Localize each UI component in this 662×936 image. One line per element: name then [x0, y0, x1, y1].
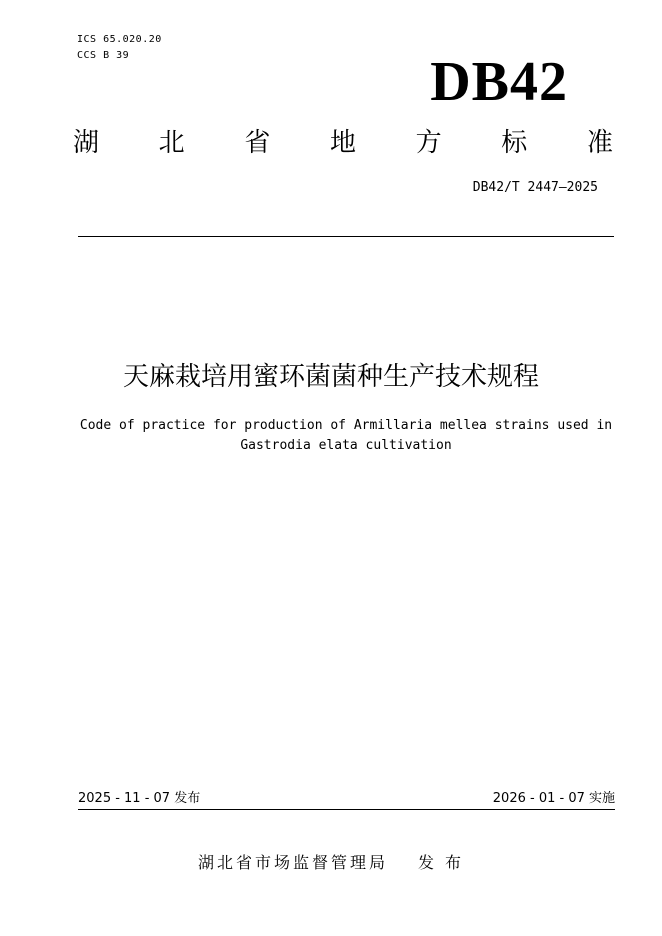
english-title — [66, 416, 626, 456]
issuer — [0, 852, 662, 874]
standard-type-char: 方 — [415, 128, 442, 158]
standard-type-char: 湖 — [73, 128, 100, 158]
english-title-line: Gastrodia elata cultivation — [240, 438, 452, 453]
standard-number: DB42/T 2447—2025 — [472, 180, 598, 195]
issuer-action: 发 布 — [417, 853, 465, 872]
english-title-line: Code of practice for production of Armillaria mellea strains used in — [79, 418, 613, 433]
standard-type-char: 北 — [158, 128, 185, 158]
standard-type-char: 地 — [329, 128, 356, 158]
bottom-divider — [78, 809, 615, 810]
classification-codes — [77, 32, 162, 64]
db42-logo: DB42 — [430, 51, 568, 113]
standard-type-char: 省 — [244, 128, 271, 158]
issue-date: 2025 - 11 - 07 发布 — [78, 791, 201, 806]
standard-type — [73, 126, 613, 160]
chinese-title: 天麻栽培用蜜环菌菌种生产技术规程 — [122, 362, 539, 392]
issuer-name: 湖北省市场监督管理局 — [197, 853, 388, 872]
ics-code: ICS 65.020.20 — [77, 34, 162, 45]
ccs-code: CCS B 39 — [77, 50, 130, 61]
implementation-date: 2026 - 01 - 07 实施 — [492, 791, 615, 806]
top-divider — [78, 236, 614, 237]
standard-type-char: 标 — [501, 128, 528, 158]
standard-type-char: 准 — [586, 128, 613, 158]
